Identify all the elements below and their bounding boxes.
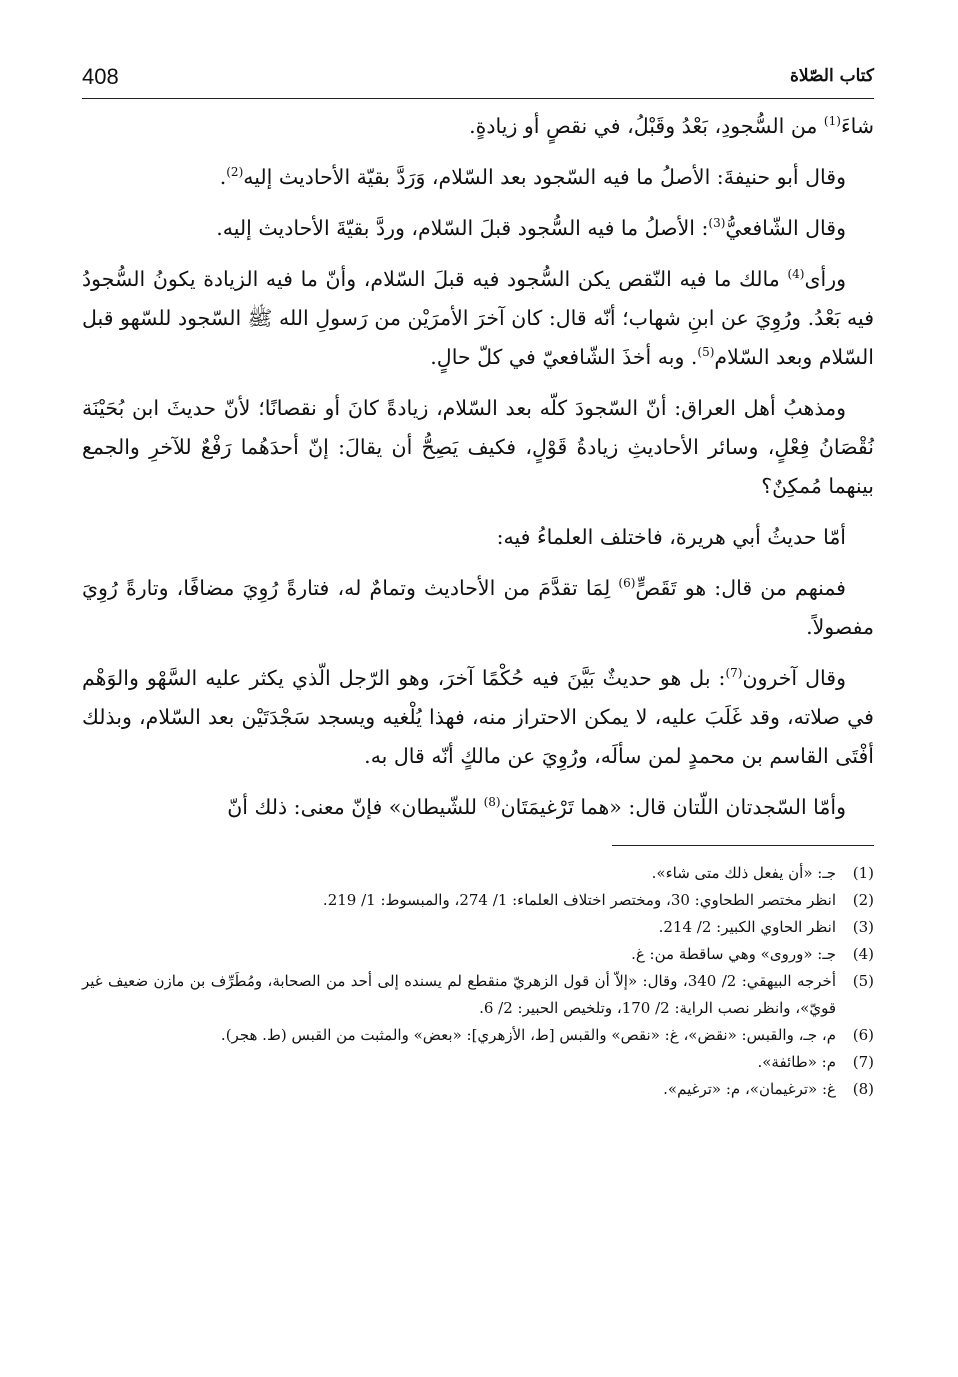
- footnote-divider: [612, 845, 874, 846]
- footnote-ref-4: (4): [787, 267, 805, 282]
- footnote-number: (3): [852, 918, 874, 936]
- footnote-ref-2: (2): [226, 165, 244, 180]
- footnote-number: (2): [852, 891, 874, 909]
- footnote-text: انظر الحاوي الكبير: 2/ 214.: [658, 918, 836, 936]
- footnote: [82, 860, 874, 887]
- footnote-text: أخرجه البيهقي: 2/ 340، وقال: «إلاّ أن قول الزهريّ منقطع لم يسنده إلى أحد من الصحابة، ومُطَرِّف بن مازن ضعيف غير قويّ»، وانظر نصب الراية: 2/ 170، وتلخيص الحبير: 2/ 6.: [82, 972, 836, 1017]
- footnote-ref-8: (8): [483, 795, 501, 810]
- page-header: [82, 62, 874, 99]
- paragraph-5: ومذهبُ أهل العراق: أنّ السّجودَ كلّه بعد السّلام، زيادةً كانَ أو نقصانًا؛ لأنّ حديثَ ابن بُحَيْنَة نُقْصَانُ فِعْلٍ، وسائر الأحاديثِ زيادةُ قَوْلٍ، فكيف يَصِحُّ أن يقالَ: إنّ أحدَهُما رَفْعٌ للآخرِ والجمع بينهما مُمكِنٌ؟: [82, 396, 874, 498]
- paragraph-1: شاءَ$^{(1)}$ من السُّجودِ، بَعْدُ وقَبْلُ، في نقصٍ أو زيادةٍ.: [469, 114, 874, 138]
- footnote: [82, 887, 874, 914]
- footnote-text: جـ: «وروى» وهي ساقطة من: غ.: [631, 945, 836, 963]
- footnote-number: (4): [852, 945, 874, 963]
- footnote-number: (6): [852, 1026, 874, 1044]
- footnote-text: غ: «ترغيمان»، م: «ترغيم».: [663, 1080, 836, 1098]
- page-number: 408: [82, 64, 119, 89]
- footnote-ref-1: (1): [823, 114, 841, 129]
- footnote-text: جـ: «أن يفعل ذلك متى شاء».: [651, 864, 836, 882]
- footnote-number: (5): [852, 972, 874, 990]
- footnote-text: م: «طائفة».: [757, 1053, 836, 1071]
- paragraph-7: فمنهم من قال: هو تَقَصٍّ$^{(6)}$ لِمَا تقدَّمَ من الأحاديث وتمامٌ له، فتارةً رُوِيَ مضافًا، وتارةً رُوِيَ مفصولاً.: [82, 576, 874, 639]
- paragraph-9: وأمّا السّجدتان اللّتان قال: «هما تَرْغيمَتَان$^{(8)}$ للشّيطان» فإنّ معنى: ذلك أنّ: [227, 795, 846, 819]
- paragraph-3: وقال الشّافعيُّ$^{(3)}$: الأصلُ ما فيه السُّجود قبلَ السّلام، وردَّ بقيّةَ الأحاديث إليه.: [216, 216, 846, 240]
- paragraph-8: وقال آخرون$^{(7)}$: بل هو حديثٌ بَيَّنَ فيه حُكْمًا آخرَ، وهو الرّجل الّذي يكثر عليه السَّهْو والوَهْم في صلاته، وقد غَلَبَ عليه، لا يمكن الاحتراز منه، فهذا يُلْغيه ويسجد سَجْدَتَيْن بعد السّلام، وبذلك أفْتَى القاسم بن محمدٍ لمن سألَه، ورُوِيَ عن مالكٍ أنّه قال به.: [82, 666, 874, 768]
- footnote-text: انظر مختصر الطحاوي: 30، ومختصر اختلاف العلماء: 1/ 274، والمبسوط: 1/ 219.: [322, 891, 836, 909]
- footnote: [82, 968, 874, 1022]
- paragraph-6: أمّا حديثُ أبي هريرة، فاختلف العلماءُ فيه:: [496, 525, 846, 549]
- footnotes: [82, 860, 874, 1103]
- running-title: كتاب الصّلاة: [789, 66, 874, 86]
- footnote-number: (1): [852, 864, 874, 882]
- footnote-ref-5: (5): [697, 345, 715, 360]
- footnote: [82, 1049, 874, 1076]
- main-text: [82, 107, 874, 827]
- footnote-ref-6: (6): [618, 576, 636, 591]
- footnote-text: م، جـ، والقبس: «نقض»، غ: «نقص» والقبس [ط، الأزهري]: «بعض» والمثبت من القبس (ط. هجر).: [220, 1026, 836, 1044]
- footnote: [82, 914, 874, 941]
- book-page: [82, 62, 874, 1103]
- paragraph-2: وقال أبو حنيفةَ: الأصلُ ما فيه السّجود بعد السّلام، وَرَدَّ بقيّة الأحاديث إليه$^{(2)}$.: [219, 165, 846, 189]
- footnote: [82, 1022, 874, 1049]
- footnote-number: (7): [852, 1053, 874, 1071]
- footnote: [82, 1076, 874, 1103]
- paragraph-4: ورأى$^{(4)}$ مالك ما فيه النّقص يكن السُّجود فيه قبلَ السّلام، وأنّ ما فيه الزيادة يكونُ السُّجودُ فيه بَعْدُ. ورُوِيَ عن ابنِ شهاب؛ أنّه قال: كان آخرَ الأمرَيْن من رَسولِ الله ﷺ السّجود للسّهو قبل السّلام وبعد السّلام$^{(5)}$. وبه أخذَ الشّافعيّ في كلّ حالٍ.: [82, 267, 874, 369]
- footnote-ref-7: (7): [725, 666, 743, 681]
- footnote: [82, 941, 874, 968]
- footnote-ref-3: (3): [708, 216, 726, 231]
- footnote-number: (8): [852, 1080, 874, 1098]
